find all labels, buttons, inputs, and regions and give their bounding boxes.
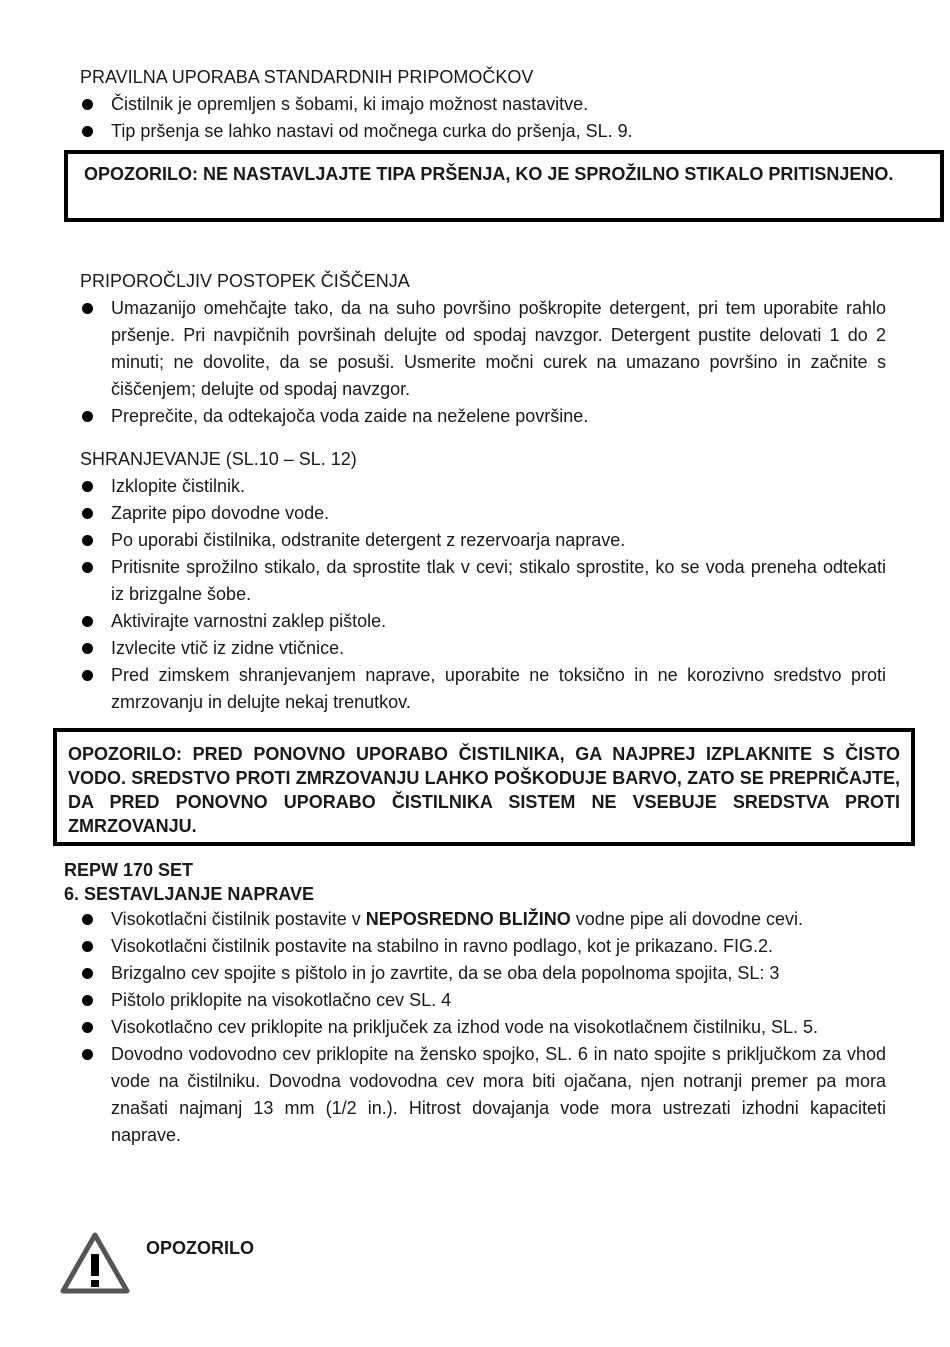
list-item-text: Brizgalno cev spojite s pištolo in jo zavrtite, da se oba dela popolnoma spojita, SL: 3 [111, 963, 780, 983]
list-item-text: Visokotlačno cev priklopite na priključek za izhod vode na visokotlačnem čistilniku, SL. 5. [111, 1017, 819, 1037]
bullet-icon [82, 968, 93, 979]
list-item-text: Po uporabi čistilnika, odstranite detergent z rezervoarja naprave. [111, 530, 626, 550]
bullet-icon [82, 670, 93, 681]
list-item-text: Pritisnite sprožilno stikalo, da sprostite tlak v cevi; stikalo sprostite, ko se voda preneha odtekati iz brizgalne šobe. [111, 557, 886, 604]
section-heading: PRAVILNA UPORABA STANDARDNIH PRIPOMOČKOV [80, 67, 534, 87]
section-heading: 6. SESTAVLJANJE NAPRAVE [64, 884, 315, 904]
warning-text: OPOZORILO: NE NASTAVLJAJTE TIPA PRŠENJA, KO JE SPROŽILNO STIKALO PRITISNJENO. [84, 164, 894, 184]
bullet-list [80, 473, 886, 716]
list-item-text: Izvlecite vtič iz zidne vtičnice. [111, 638, 345, 658]
bullet-icon [82, 99, 93, 110]
bullet-icon [82, 616, 93, 627]
bullet-icon [82, 1049, 93, 1060]
list-item-text: Preprečite, da odtekajoča voda zaide na neželene površine. [111, 406, 589, 426]
bullet-icon [82, 941, 93, 952]
bullet-list [80, 906, 886, 1149]
section-heading: PRIPOROČLJIV POSTOPEK ČIŠČENJA [80, 271, 410, 291]
section-cleaning-procedure [80, 268, 886, 430]
bullet-icon [82, 1022, 93, 1033]
list-item [80, 91, 886, 118]
bullet-icon [82, 303, 93, 314]
list-item-text: Zaprite pipo dovodne vode. [111, 503, 330, 523]
list-item [80, 635, 886, 662]
bullet-icon [82, 535, 93, 546]
bullet-icon [82, 411, 93, 422]
list-item [80, 906, 886, 933]
warning-text: OPOZORILO: PRED PONOVNO UPORABO ČISTILNIKA, GA NAJPREJ IZPLAKNITE S ČISTO VODO. SREDSTVO PROTI ZMRZOVANJU LAHKO POŠKODUJE BARVO, ZATO SE PREPRIČAJTE, DA PRED PONOVNO UPORABO ČISTILNIKA SISTEM NE VSEBUJE SREDSTVA PROTI ZMRZOVANJU. [68, 744, 900, 836]
section-heading: SHRANJEVANJE (SL.10 – SL. 12) [80, 449, 357, 469]
list-item [80, 554, 886, 608]
list-item [80, 933, 886, 960]
section-standard-accessories [80, 64, 886, 145]
bullet-icon [82, 995, 93, 1006]
list-item-text: Pištolo priklopite na visokotlačno cev SL. 4 [111, 990, 452, 1010]
bullet-icon [82, 126, 93, 137]
list-item [80, 500, 886, 527]
section-assembly [64, 858, 886, 1149]
list-item [80, 403, 886, 430]
list-item [80, 1041, 886, 1149]
bullet-icon [82, 643, 93, 654]
warning-box [64, 150, 944, 222]
list-item [80, 1014, 886, 1041]
bullet-list [80, 91, 886, 145]
bullet-icon [82, 481, 93, 492]
section-storage [80, 446, 886, 716]
list-item-text: Tip pršenja se lahko nastavi od močnega curka do pršenja, SL. 9. [111, 121, 633, 141]
list-item-text: Umazanijo omehčajte tako, da na suho površino poškropite detergent, pri tem uporabite rahlo pršenje. Pri navpičnih površinah delujte od spodaj navzgor. Detergent pustite delovati 1 do 2 minuti; ne dovolite, da se posuši. Usmerite močni curek na umazano površino in začnite s čiščenjem; delujte od spodaj navzgor. [111, 298, 886, 399]
list-item [80, 473, 886, 500]
list-item-text: Visokotlačni čistilnik postavite v [111, 909, 366, 929]
emphasis-text: NEPOSREDNO BLIŽINO [365, 909, 571, 929]
bullet-icon [82, 914, 93, 925]
list-item-text: Izklopite čistilnik. [111, 476, 246, 496]
list-item [80, 987, 886, 1014]
warning-triangle-icon [60, 1232, 130, 1294]
model-name: REPW 170 SET [64, 860, 194, 880]
warning-label: OPOZORILO [146, 1238, 254, 1258]
list-item-text: Čistilnik je opremljen s šobami, ki imajo možnost nastavitve. [111, 94, 589, 114]
list-item-text: Aktivirajte varnostni zaklep pištole. [111, 611, 387, 631]
list-item-text: Visokotlačni čistilnik postavite na stabilno in ravno podlago, kot je prikazano. FIG.2. [111, 936, 774, 956]
bullet-list [80, 295, 886, 430]
list-item [80, 960, 886, 987]
list-item [80, 295, 886, 403]
list-item-text: Dovodno vodovodno cev priklopite na žensko spojko, SL. 6 in nato spojite s priključkom za vhod vode na čistilniku. Dovodna vodovodna cev mora biti ojačana, njen notranji premer pa mora znašati najmanj 13 mm (1/2 in.). Hitrost dovajanja vode mora ustrezati izhodni kapaciteti naprave. [111, 1044, 886, 1145]
list-item [80, 118, 886, 145]
warning-box [53, 728, 915, 846]
list-item [80, 608, 886, 635]
bullet-icon [82, 508, 93, 519]
list-item-text: vodne pipe ali dovodne cevi. [570, 909, 803, 929]
bullet-icon [82, 562, 93, 573]
list-item [80, 527, 886, 554]
list-item [80, 662, 886, 716]
list-item-text: Pred zimskem shranjevanjem naprave, uporabite ne toksično in ne korozivno sredstvo proti zmrzovanju in delujte nekaj trenutkov. [111, 665, 886, 712]
